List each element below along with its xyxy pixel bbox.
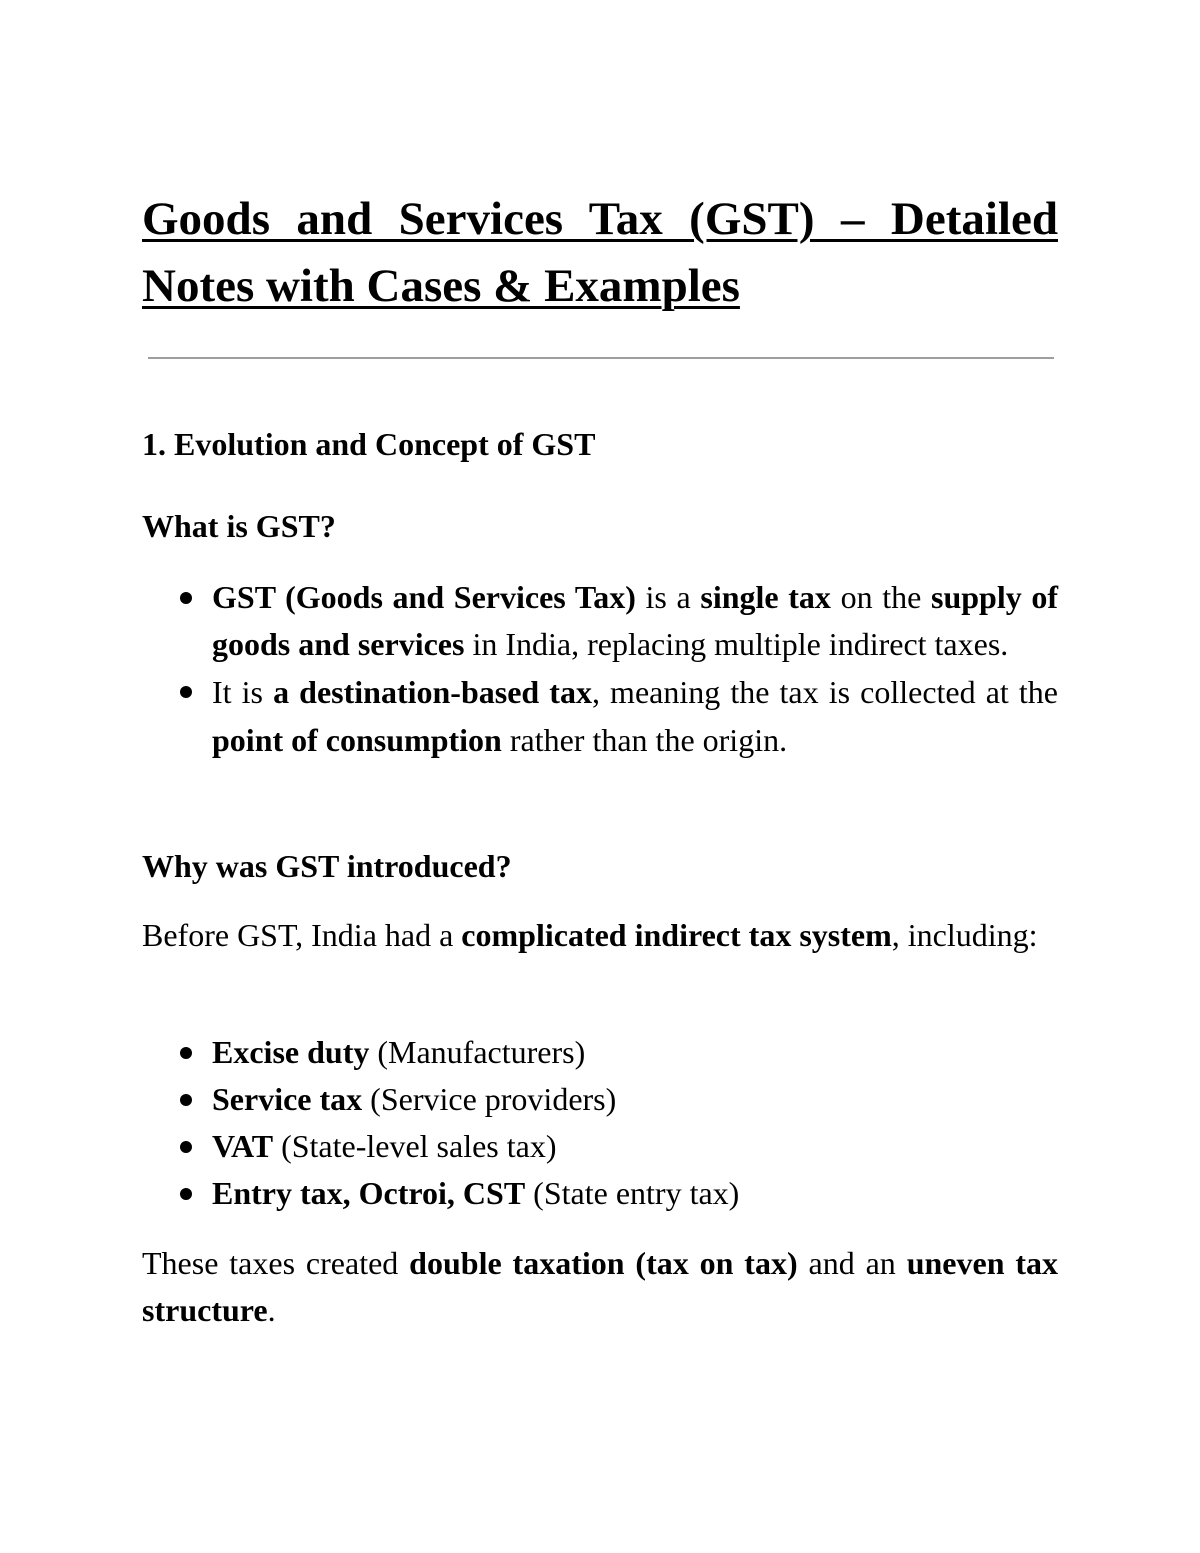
intro-paragraph: Before GST, India had a complicated indirect tax system, including: — [142, 917, 1038, 953]
list-item: Service tax (Service providers) — [142, 1076, 1058, 1123]
bullet-icon — [180, 1047, 192, 1059]
conclusion-paragraph: These taxes created double taxation (tax on tax) and an uneven tax structure. — [142, 1245, 1059, 1328]
why-gst-heading: Why was GST introduced? — [142, 848, 512, 884]
section-heading: 1. Evolution and Concept of GST — [142, 426, 596, 462]
document-title: Goods and Services Tax (GST) – Detailed Notes with Cases & Examples — [142, 193, 1058, 312]
bullet-icon — [180, 1188, 192, 1200]
list-item: Entry tax, Octroi, CST (State entry tax) — [142, 1170, 1058, 1217]
list-item: VAT (State-level sales tax) — [142, 1123, 1058, 1170]
bullet-icon — [180, 686, 192, 698]
what-is-gst-list — [142, 574, 1058, 764]
list-item: Excise duty (Manufacturers) — [142, 1029, 1058, 1076]
bullet-icon — [180, 1141, 192, 1153]
horizontal-divider — [148, 357, 1054, 359]
previous-taxes-list — [142, 1029, 1058, 1217]
list-item: It is a destination-based tax, meaning the tax is collected at the point of consumption rather than the origin. — [142, 668, 1058, 764]
bullet-icon — [180, 1094, 192, 1106]
what-is-gst-heading: What is GST? — [142, 508, 336, 544]
list-item: GST (Goods and Services Tax) is a single tax on the supply of goods and services in India, replacing multiple indirect taxes. — [142, 574, 1058, 668]
bullet-icon — [180, 592, 192, 604]
